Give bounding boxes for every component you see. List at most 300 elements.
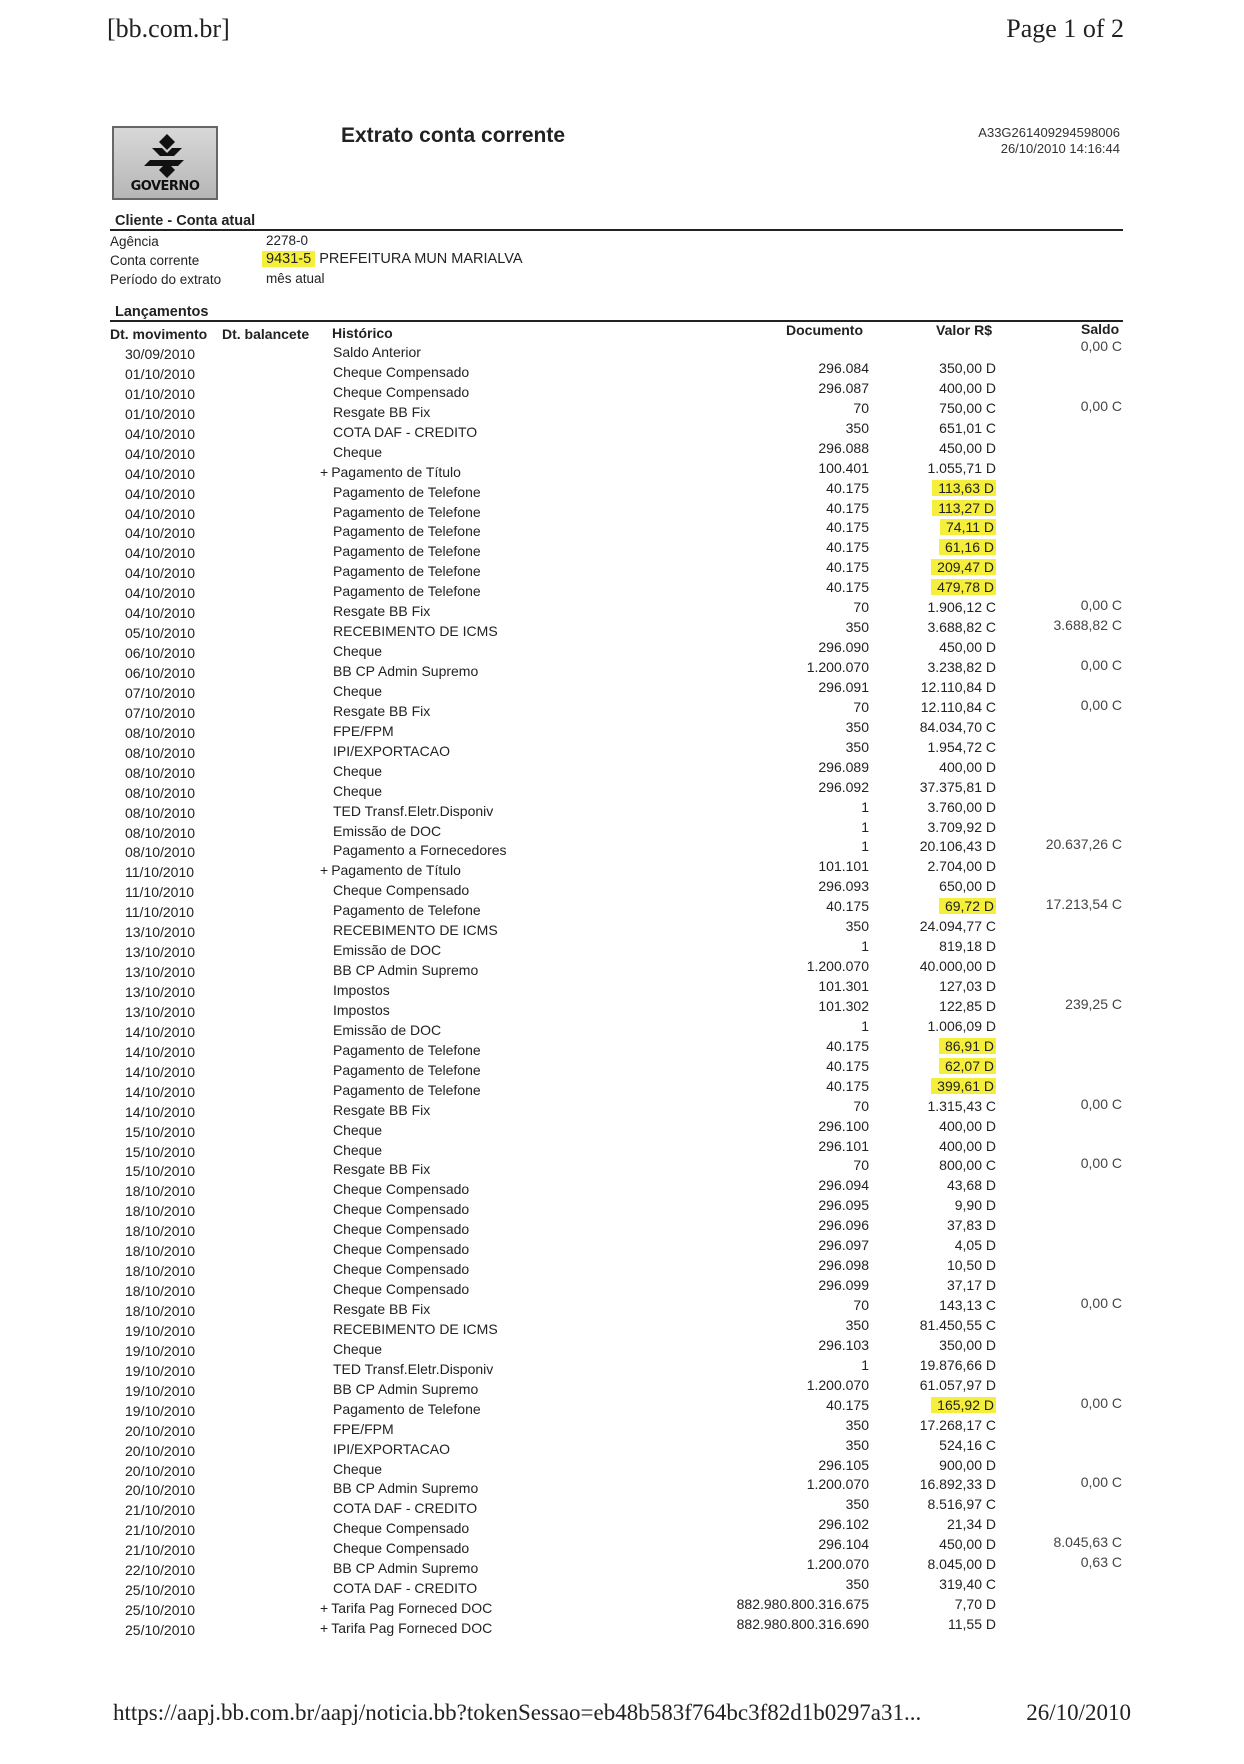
row-documento: 40.175 (826, 1037, 869, 1054)
row-historico: TED Transf.Eletr.Disponiv (333, 802, 494, 819)
row-date: 19/10/2010 (125, 1362, 196, 1379)
row-historico: Pagamento de Telefone (333, 1061, 481, 1078)
row-date: 04/10/2010 (125, 545, 196, 562)
row-valor: 450,00 D (939, 439, 996, 456)
table-row (0, 1117, 1244, 1141)
row-valor: 8.516,97 C (927, 1496, 996, 1513)
row-historico: Resgate BB Fix (333, 1161, 431, 1178)
col-dt-movimento: Dt. movimento (110, 326, 208, 342)
row-historico: Cheque (333, 762, 383, 779)
row-historico: Pagamento de Telefone (333, 543, 481, 560)
row-date: 08/10/2010 (125, 724, 196, 741)
row-historico: Pagamento de Telefone (333, 503, 481, 520)
row-date: 14/10/2010 (125, 1023, 196, 1040)
row-documento: 40.175 (826, 559, 869, 576)
table-row (0, 1177, 1244, 1200)
row-valor: 350,00 D (939, 359, 996, 376)
row-date: 13/10/2010 (125, 924, 196, 941)
row-historico: Pagamento de Telefone (333, 583, 481, 600)
row-historico: Pagamento de Telefone (333, 902, 481, 919)
table-row (0, 758, 1244, 782)
row-historico (320, 464, 461, 480)
table-row (0, 1356, 1244, 1380)
row-valor: 16.892,33 D (919, 1476, 996, 1493)
row-valor: 2.704,00 D (927, 858, 996, 875)
row-historico: RECEBIMENTO DE ICMS (333, 623, 498, 640)
row-date: 07/10/2010 (125, 704, 196, 721)
row-saldo: 20.637,26 C (1045, 836, 1122, 853)
table-row (0, 1295, 1244, 1320)
row-historico: Impostos (333, 982, 390, 998)
row-documento: 296.104 (818, 1536, 869, 1553)
row-historico: Pagamento de Telefone (333, 523, 481, 540)
row-valor: 479,78 D (931, 579, 996, 595)
row-valor: 524,16 C (939, 1436, 996, 1453)
row-documento: 1 (861, 818, 869, 835)
row-valor: 650,00 D (939, 878, 996, 895)
row-documento: 1.200.070 (806, 958, 869, 975)
row-historico: Resgate BB Fix (333, 702, 431, 719)
row-date: 15/10/2010 (125, 1143, 196, 1160)
row-saldo: 0,00 C (1080, 1394, 1122, 1411)
row-valor: 400,00 D (939, 379, 996, 396)
row-historico: Emissão de DOC (333, 1021, 442, 1038)
row-valor: 1.906,12 C (927, 599, 996, 616)
row-documento: 296.102 (818, 1516, 869, 1533)
row-historico: BB CP Admin Supremo (333, 962, 479, 979)
row-historico-text: Tarifa Pag Forneced DOC (331, 1620, 493, 1636)
row-historico: RECEBIMENTO DE ICMS (333, 922, 498, 939)
table-row (0, 995, 1244, 1021)
row-documento: 296.084 (818, 359, 869, 376)
conta-name: PREFEITURA MUN MARIALVA (319, 251, 523, 267)
table-row (0, 639, 1244, 662)
row-historico: Cheque (333, 682, 383, 699)
row-historico-text: Pagamento de Título (331, 463, 461, 480)
row-documento: 350 (845, 1416, 869, 1433)
row-valor: 209,47 D (931, 559, 996, 575)
document-id: A33G261409294598006 (978, 125, 1120, 140)
row-historico: RECEBIMENTO DE ICMS (333, 1320, 498, 1337)
row-historico: Emissão de DOC (333, 822, 442, 839)
row-historico: Resgate BB Fix (333, 1101, 431, 1118)
table-row (0, 1394, 1244, 1420)
row-documento: 350 (845, 619, 869, 636)
row-documento: 296.096 (818, 1217, 869, 1234)
table-row (0, 617, 1244, 642)
row-documento: 40.175 (826, 539, 869, 556)
row-valor: 8.045,00 D (927, 1556, 996, 1573)
row-valor: 400,00 D (939, 1117, 996, 1134)
row-date: 25/10/2010 (125, 1582, 196, 1599)
row-historico: Cheque Compensado (333, 1241, 470, 1258)
row-historico: IPI/EXPORTACAO (333, 1440, 450, 1457)
row-historico: Cheque Compensado (333, 1520, 470, 1537)
row-valor: 651,01 C (939, 419, 996, 436)
row-valor: 20.106,43 D (919, 838, 996, 855)
table-row (0, 1237, 1244, 1260)
row-valor: 43,68 D (946, 1177, 996, 1194)
table-row (0, 419, 1244, 443)
row-valor: 1.006,09 D (927, 1017, 996, 1034)
row-documento: 1.200.070 (806, 1376, 869, 1393)
row-date: 18/10/2010 (125, 1223, 196, 1240)
table-row (0, 1596, 1244, 1619)
row-documento: 100.401 (818, 459, 869, 476)
row-date: 21/10/2010 (125, 1542, 196, 1559)
table-row (0, 1017, 1244, 1041)
transactions-table (0, 338, 1244, 1639)
row-documento: 70 (853, 599, 869, 616)
row-documento: 1.200.070 (806, 659, 869, 675)
table-row (0, 579, 1244, 602)
table-row (0, 1576, 1244, 1599)
periodo-value: mês atual (266, 271, 325, 286)
client-section-rule (110, 229, 1123, 231)
conta-value (262, 251, 523, 267)
table-row (0, 1077, 1244, 1101)
row-historico: Saldo Anterior (333, 344, 421, 360)
row-date: 13/10/2010 (125, 984, 196, 1000)
table-row (0, 1277, 1244, 1300)
row-historico: TED Transf.Eletr.Disponiv (333, 1360, 494, 1377)
row-date: 18/10/2010 (125, 1263, 196, 1280)
row-date: 11/10/2010 (125, 864, 195, 881)
table-row (0, 1534, 1244, 1559)
plus-marker: + (320, 1620, 329, 1636)
row-valor: 37.375,81 D (919, 778, 996, 795)
row-date: 08/10/2010 (125, 824, 196, 841)
row-valor: 1.055,71 D (927, 459, 996, 476)
row-date: 04/10/2010 (125, 445, 196, 462)
row-historico: BB CP Admin Supremo (333, 1380, 479, 1397)
row-documento: 1 (861, 1356, 869, 1373)
table-row (0, 918, 1244, 941)
table-row (0, 1456, 1244, 1480)
row-historico: BB CP Admin Supremo (333, 1560, 479, 1577)
row-date: 04/10/2010 (125, 465, 196, 482)
conta-label: Conta corrente (110, 253, 200, 268)
row-saldo: 239,25 C (1065, 995, 1122, 1012)
row-date: 15/10/2010 (125, 1123, 196, 1140)
row-valor: 12.110,84 D (920, 678, 996, 695)
row-documento: 296.095 (818, 1197, 869, 1214)
row-historico: Cheque (333, 643, 383, 660)
row-historico: COTA DAF - CREDITO (333, 1500, 478, 1517)
row-date: 01/10/2010 (125, 365, 196, 382)
row-date: 14/10/2010 (125, 1063, 196, 1080)
row-historico: Cheque Compensado (333, 363, 470, 380)
row-historico: Cheque Compensado (333, 882, 470, 899)
table-row (0, 439, 1244, 463)
row-saldo: 0,00 C (1080, 1474, 1122, 1491)
table-row (0, 958, 1244, 981)
row-valor: 400,00 D (939, 1137, 996, 1154)
row-documento: 1 (861, 798, 869, 815)
row-date: 04/10/2010 (125, 485, 196, 502)
row-documento: 296.093 (818, 878, 869, 895)
row-documento: 1.200.070 (806, 1556, 869, 1573)
row-valor: 819,18 D (939, 938, 996, 955)
table-row (0, 1095, 1244, 1121)
row-date: 14/10/2010 (125, 1043, 196, 1060)
row-documento: 350 (845, 1496, 869, 1513)
row-valor: 11,55 D (948, 1616, 996, 1632)
row-historico: COTA DAF - CREDITO (333, 1580, 478, 1597)
row-valor: 400,00 D (939, 758, 996, 775)
document-title: Extrato conta corrente (341, 124, 566, 147)
row-historico: Cheque (333, 782, 383, 799)
row-valor: 10,50 D (946, 1257, 996, 1274)
table-row (0, 1554, 1244, 1579)
row-date: 06/10/2010 (125, 665, 196, 681)
row-saldo: 0,00 C (1080, 597, 1122, 614)
row-date: 20/10/2010 (125, 1442, 196, 1459)
banco-do-brasil-logo-icon (144, 134, 190, 178)
row-documento: 40.175 (826, 479, 869, 496)
row-saldo: 8.045,63 C (1053, 1534, 1122, 1551)
row-documento: 70 (853, 698, 869, 715)
row-date: 08/10/2010 (125, 764, 196, 781)
row-date: 04/10/2010 (125, 505, 196, 522)
periodo-label: Período do extrato (110, 272, 222, 287)
client-section-title: Cliente - Conta atual (115, 213, 256, 229)
row-date: 30/09/2010 (125, 346, 196, 362)
row-valor: 127,03 D (939, 978, 996, 994)
row-valor: 74,11 D (940, 519, 996, 535)
row-valor: 69,72 D (939, 898, 996, 914)
row-date: 01/10/2010 (125, 405, 196, 422)
row-valor: 750,00 C (939, 399, 996, 416)
table-row (0, 499, 1244, 523)
row-valor: 113,27 D (932, 500, 996, 516)
row-date: 18/10/2010 (125, 1283, 196, 1300)
row-documento: 70 (853, 399, 869, 416)
plus-marker: + (320, 862, 329, 879)
row-documento: 40.175 (826, 1057, 869, 1074)
row-documento: 101.301 (818, 978, 869, 994)
row-documento: 350 (845, 918, 869, 935)
row-valor: 143,13 C (939, 1297, 996, 1313)
row-valor: 900,00 D (939, 1456, 996, 1473)
row-documento: 70 (853, 1097, 869, 1114)
table-row (0, 896, 1244, 921)
table-row (0, 397, 1244, 423)
row-documento: 40.175 (826, 519, 869, 536)
row-historico-text: Pagamento de Título (331, 862, 461, 879)
row-valor: 3.688,82 C (927, 619, 996, 636)
row-saldo: 0,00 C (1080, 657, 1122, 673)
row-documento: 101.302 (818, 997, 869, 1014)
document-code (978, 125, 1120, 157)
row-documento: 296.088 (818, 439, 869, 456)
table-row (0, 1474, 1244, 1499)
row-date: 18/10/2010 (125, 1243, 196, 1260)
row-date: 04/10/2010 (125, 565, 196, 582)
row-historico: Cheque (333, 1340, 383, 1357)
table-row (0, 1155, 1244, 1180)
table-row (0, 1416, 1244, 1440)
row-valor: 319,40 C (939, 1576, 996, 1593)
plus-marker: + (320, 1600, 329, 1617)
row-valor: 3.709,92 D (927, 818, 996, 835)
row-date: 07/10/2010 (125, 684, 196, 701)
print-footer-date: 26/10/2010 (1026, 1700, 1131, 1725)
row-date: 04/10/2010 (125, 425, 196, 442)
row-documento: 350 (845, 1436, 869, 1453)
row-historico: Impostos (333, 1001, 390, 1018)
col-saldo: Saldo (1081, 321, 1120, 337)
row-documento: 296.097 (818, 1237, 869, 1254)
row-historico: FPE/FPM (333, 722, 394, 739)
row-date: 25/10/2010 (125, 1602, 196, 1619)
row-valor: 165,92 D (931, 1397, 996, 1413)
row-date: 20/10/2010 (125, 1422, 196, 1439)
row-documento: 296.092 (818, 778, 869, 795)
row-valor: 9,90 D (954, 1197, 996, 1214)
row-valor: 24.094,77 C (919, 918, 996, 935)
row-date: 13/10/2010 (125, 964, 196, 981)
row-date: 22/10/2010 (125, 1562, 196, 1579)
row-historico: IPI/EXPORTACAO (333, 742, 450, 759)
row-date: 14/10/2010 (125, 1083, 196, 1100)
row-historico: Cheque (333, 443, 383, 460)
row-date: 08/10/2010 (125, 804, 196, 821)
row-date: 11/10/2010 (125, 884, 195, 901)
row-valor: 21,34 D (946, 1516, 996, 1533)
row-historico: Cheque Compensado (333, 1540, 470, 1557)
row-saldo: 3.688,82 C (1053, 617, 1122, 634)
table-row (0, 657, 1244, 682)
row-valor: 113,63 D (932, 480, 996, 496)
table-row (0, 539, 1244, 562)
row-date: 08/10/2010 (125, 744, 196, 761)
row-valor: 62,07 D (939, 1058, 996, 1074)
row-documento: 296.090 (818, 639, 869, 656)
table-row (0, 738, 1244, 762)
row-date: 06/10/2010 (125, 645, 196, 662)
row-saldo: 17.213,54 C (1045, 896, 1122, 913)
row-documento: 1.200.070 (806, 1476, 869, 1493)
table-row (0, 479, 1244, 503)
col-documento: Documento (786, 322, 863, 338)
conta-number: 9431-5 (262, 251, 315, 267)
agencia-label: Agência (110, 234, 159, 249)
row-historico: Pagamento de Telefone (333, 483, 481, 500)
print-footer-url: https://aapj.bb.com.br/aapj/noticia.bb?tokenSessao=eb48b583f764bc3f82d1b0297a31... (113, 1700, 922, 1725)
table-row (0, 696, 1244, 722)
row-historico: Cheque Compensado (333, 1261, 470, 1278)
row-documento: 1 (861, 838, 869, 855)
row-date: 08/10/2010 (125, 844, 196, 861)
row-valor: 7,70 D (954, 1596, 996, 1613)
row-documento: 296.105 (818, 1456, 869, 1473)
table-row (0, 678, 1244, 702)
row-valor: 40.000,00 D (919, 958, 996, 975)
row-valor: 800,00 C (939, 1157, 996, 1174)
row-documento: 70 (853, 1297, 869, 1313)
row-historico: Cheque Compensado (333, 383, 470, 400)
row-historico: Cheque (333, 1460, 383, 1477)
document-datetime: 26/10/2010 14:16:44 (1000, 141, 1120, 156)
row-date: 08/10/2010 (125, 784, 196, 801)
table-row (0, 1436, 1244, 1460)
row-historico (320, 1620, 492, 1636)
row-date: 14/10/2010 (125, 1103, 196, 1120)
plus-marker: + (320, 463, 329, 480)
row-valor: 61.057,97 D (919, 1376, 996, 1393)
logo-text: GOVERNO (130, 179, 200, 194)
row-documento: 296.103 (818, 1336, 869, 1353)
col-historico: Histórico (332, 325, 393, 341)
row-date: 05/10/2010 (125, 625, 196, 642)
row-valor: 4,05 D (954, 1237, 996, 1254)
row-date: 19/10/2010 (125, 1342, 196, 1359)
row-documento: 296.094 (818, 1177, 869, 1194)
table-row (0, 1037, 1244, 1061)
row-documento: 40.175 (826, 1077, 869, 1094)
row-valor: 61,16 D (939, 539, 996, 555)
table-row (0, 836, 1244, 861)
col-dt-balancete: Dt. balancete (222, 326, 310, 342)
row-historico: Cheque Compensado (333, 1281, 470, 1298)
row-documento: 350 (845, 419, 869, 436)
row-date: 19/10/2010 (125, 1382, 196, 1399)
row-historico: Resgate BB Fix (333, 403, 431, 420)
row-date: 13/10/2010 (125, 944, 196, 961)
row-saldo: 0,00 C (1080, 696, 1122, 713)
row-historico: BB CP Admin Supremo (333, 663, 479, 679)
row-valor: 86,91 D (939, 1038, 996, 1054)
row-documento: 70 (853, 1157, 869, 1174)
row-valor: 450,00 D (939, 1536, 996, 1553)
table-row (0, 1616, 1244, 1639)
row-valor: 1.315,43 C (927, 1097, 996, 1114)
row-date: 21/10/2010 (125, 1502, 196, 1519)
row-valor: 3.238,82 D (927, 659, 996, 675)
row-historico: Cheque Compensado (333, 1181, 470, 1198)
bank-logo (112, 126, 218, 200)
row-date: 13/10/2010 (125, 1003, 196, 1020)
row-date: 04/10/2010 (125, 525, 196, 542)
row-documento: 350 (845, 738, 869, 755)
row-historico: Cheque (333, 1121, 383, 1138)
row-documento: 40.175 (826, 499, 869, 516)
row-documento: 350 (845, 718, 869, 735)
row-valor: 350,00 D (939, 1336, 996, 1353)
row-date: 01/10/2010 (125, 385, 196, 402)
print-header-site: [bb.com.br] (107, 14, 230, 43)
agencia-value: 2278-0 (266, 233, 309, 248)
row-historico: Resgate BB Fix (333, 603, 431, 620)
table-row (0, 1336, 1244, 1360)
row-date: 11/10/2010 (125, 904, 195, 921)
table-row (0, 1057, 1244, 1081)
row-historico-text: Tarifa Pag Forneced DOC (331, 1600, 493, 1617)
row-date: 21/10/2010 (125, 1522, 196, 1539)
row-historico: Pagamento de Telefone (333, 1400, 481, 1417)
row-documento: 296.100 (818, 1117, 869, 1134)
row-historico: Pagamento a Fornecedores (333, 842, 507, 859)
row-valor: 81.450,55 C (919, 1316, 996, 1333)
row-documento: 296.087 (818, 379, 869, 396)
row-valor: 399,61 D (931, 1078, 996, 1094)
row-date: 18/10/2010 (125, 1303, 196, 1319)
table-row (0, 858, 1244, 881)
table-row (0, 519, 1244, 542)
table-row (0, 798, 1244, 822)
row-documento: 296.091 (818, 678, 869, 695)
